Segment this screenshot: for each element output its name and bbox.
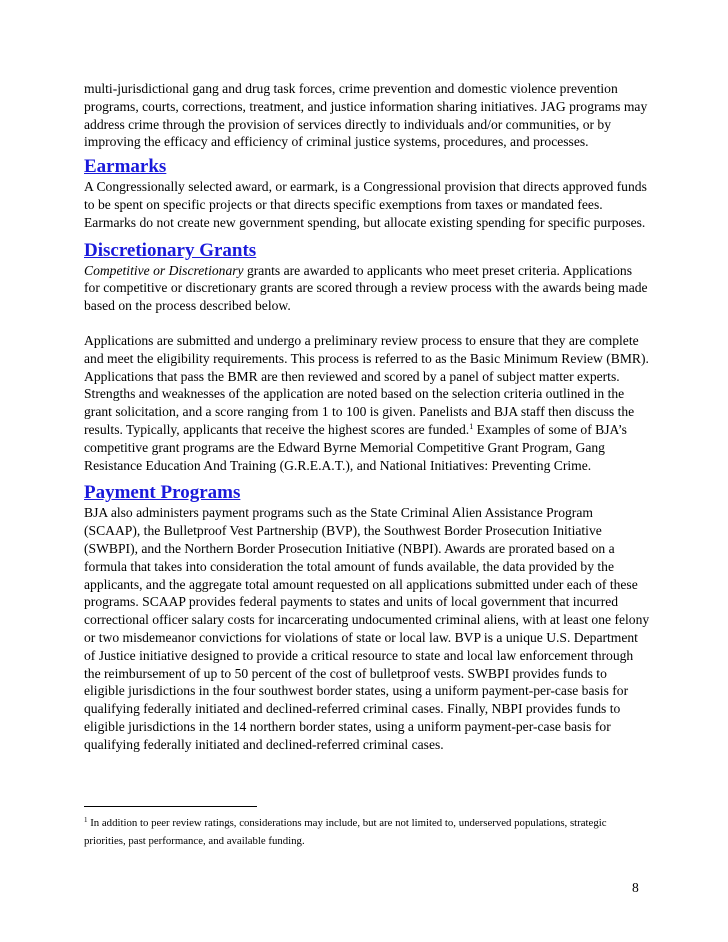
discretionary-paragraph-2-text-b: Examples of some of BJA’s competitive grant programs are the Edward Byrne Memorial Competitive Grant Program, Gang Resistance Education And Training (G.R.E.A.T.), and National Initiatives: Preventing Crime.: [84, 421, 627, 473]
earmarks-heading: Earmarks: [84, 156, 167, 178]
discretionary-paragraph-1: [84, 262, 650, 315]
page-body: [84, 80, 650, 754]
intro-paragraph: multi-jurisdictional gang and drug task forces, crime prevention and domestic violence prevention programs, courts, corrections, treatment, and justice information sharing initiatives. JAG programs may address crime through the provision of services directly to individuals and/or communities, or by improving the efficacy and efficiency of criminal justice systems, procedures, and processes.: [84, 81, 648, 150]
footnote: [84, 815, 644, 850]
discretionary-paragraph-2-text-a: Applications are submitted and undergo a preliminary review process to ensure that they are complete and meet the eligibility requirements. This process is referred to as the Basic Minimum Review (BMR). Applications that pass the BMR are then reviewed and scored by a panel of subject matter experts. Strengths and weaknesses of the application are noted based on the selection criteria outlined in the grant solicitation, and a score ranging from 1 to 100 is given. Panelists and BJA staff then discuss the results. Typically, applicants that receive the highest scores are funded.: [84, 332, 649, 437]
discretionary-italic-term: Competitive or Discretionary: [84, 262, 244, 278]
discretionary-grants-heading: Discretionary Grants: [84, 239, 257, 261]
payment-programs-heading: Payment Programs: [84, 482, 241, 504]
page-number: 8: [632, 880, 639, 895]
discretionary-paragraph-1-text: grants are awarded to applicants who meet preset criteria. Applications for competitive or discretionary grants are scored through a review process with the awards being made based on the process described below.: [84, 262, 648, 314]
discretionary-paragraph-2: [84, 332, 650, 474]
earmarks-paragraph: A Congressionally selected award, or earmark, is a Congressional provision that directs approved funds to be spent on specific projects or that directs specific exemptions from taxes or mandated fees. Earmarks do not create new government spending, but allocate existing spending for specific purposes.: [84, 179, 647, 230]
footnote-marker: 1: [84, 816, 88, 824]
footnote-text: In addition to peer review ratings, considerations may include, but are not limited to, underserved populations, strategic priorities, past performance, and available funding.: [84, 817, 607, 847]
payment-paragraph: BJA also administers payment programs such as the State Criminal Alien Assistance Program (SCAAP), the Bulletproof Vest Partnership (BVP), the Southwest Border Prosecution Initiative (SWBPI), and the Northern Border Prosecution Initiative (NBPI). Awards are prorated based on a formula that takes into consideration the total amount of funds available, the data provided by the applicants, and the aggregate total amount requested on all applications submitted under each of these programs. SCAAP provides federal payments to states and units of local government that incurred correctional officer salary costs for incarcerating undocumented criminal aliens, with at least one felony or two misdemeanor convictions for violations of state or local law. BVP is a unique U.S. Department of Justice initiative designed to provide a critical resource to state and local law enforcement through the reimbursement of up to 50 percent of the cost of bulletproof vests. SWBPI provides funds to eligible jurisdictions in the four southwest border states, using a uniform payment-per-case basis for qualifying federally initiated and declined-referred criminal cases. Finally, NBPI provides funds to eligible jurisdictions in the 14 northern border states, using a uniform payment-per-case basis for qualifying federally initiated and declined-referred criminal cases.: [84, 505, 650, 752]
footnote-reference[interactable]: 1: [469, 421, 474, 431]
footnote-divider: [84, 806, 257, 807]
